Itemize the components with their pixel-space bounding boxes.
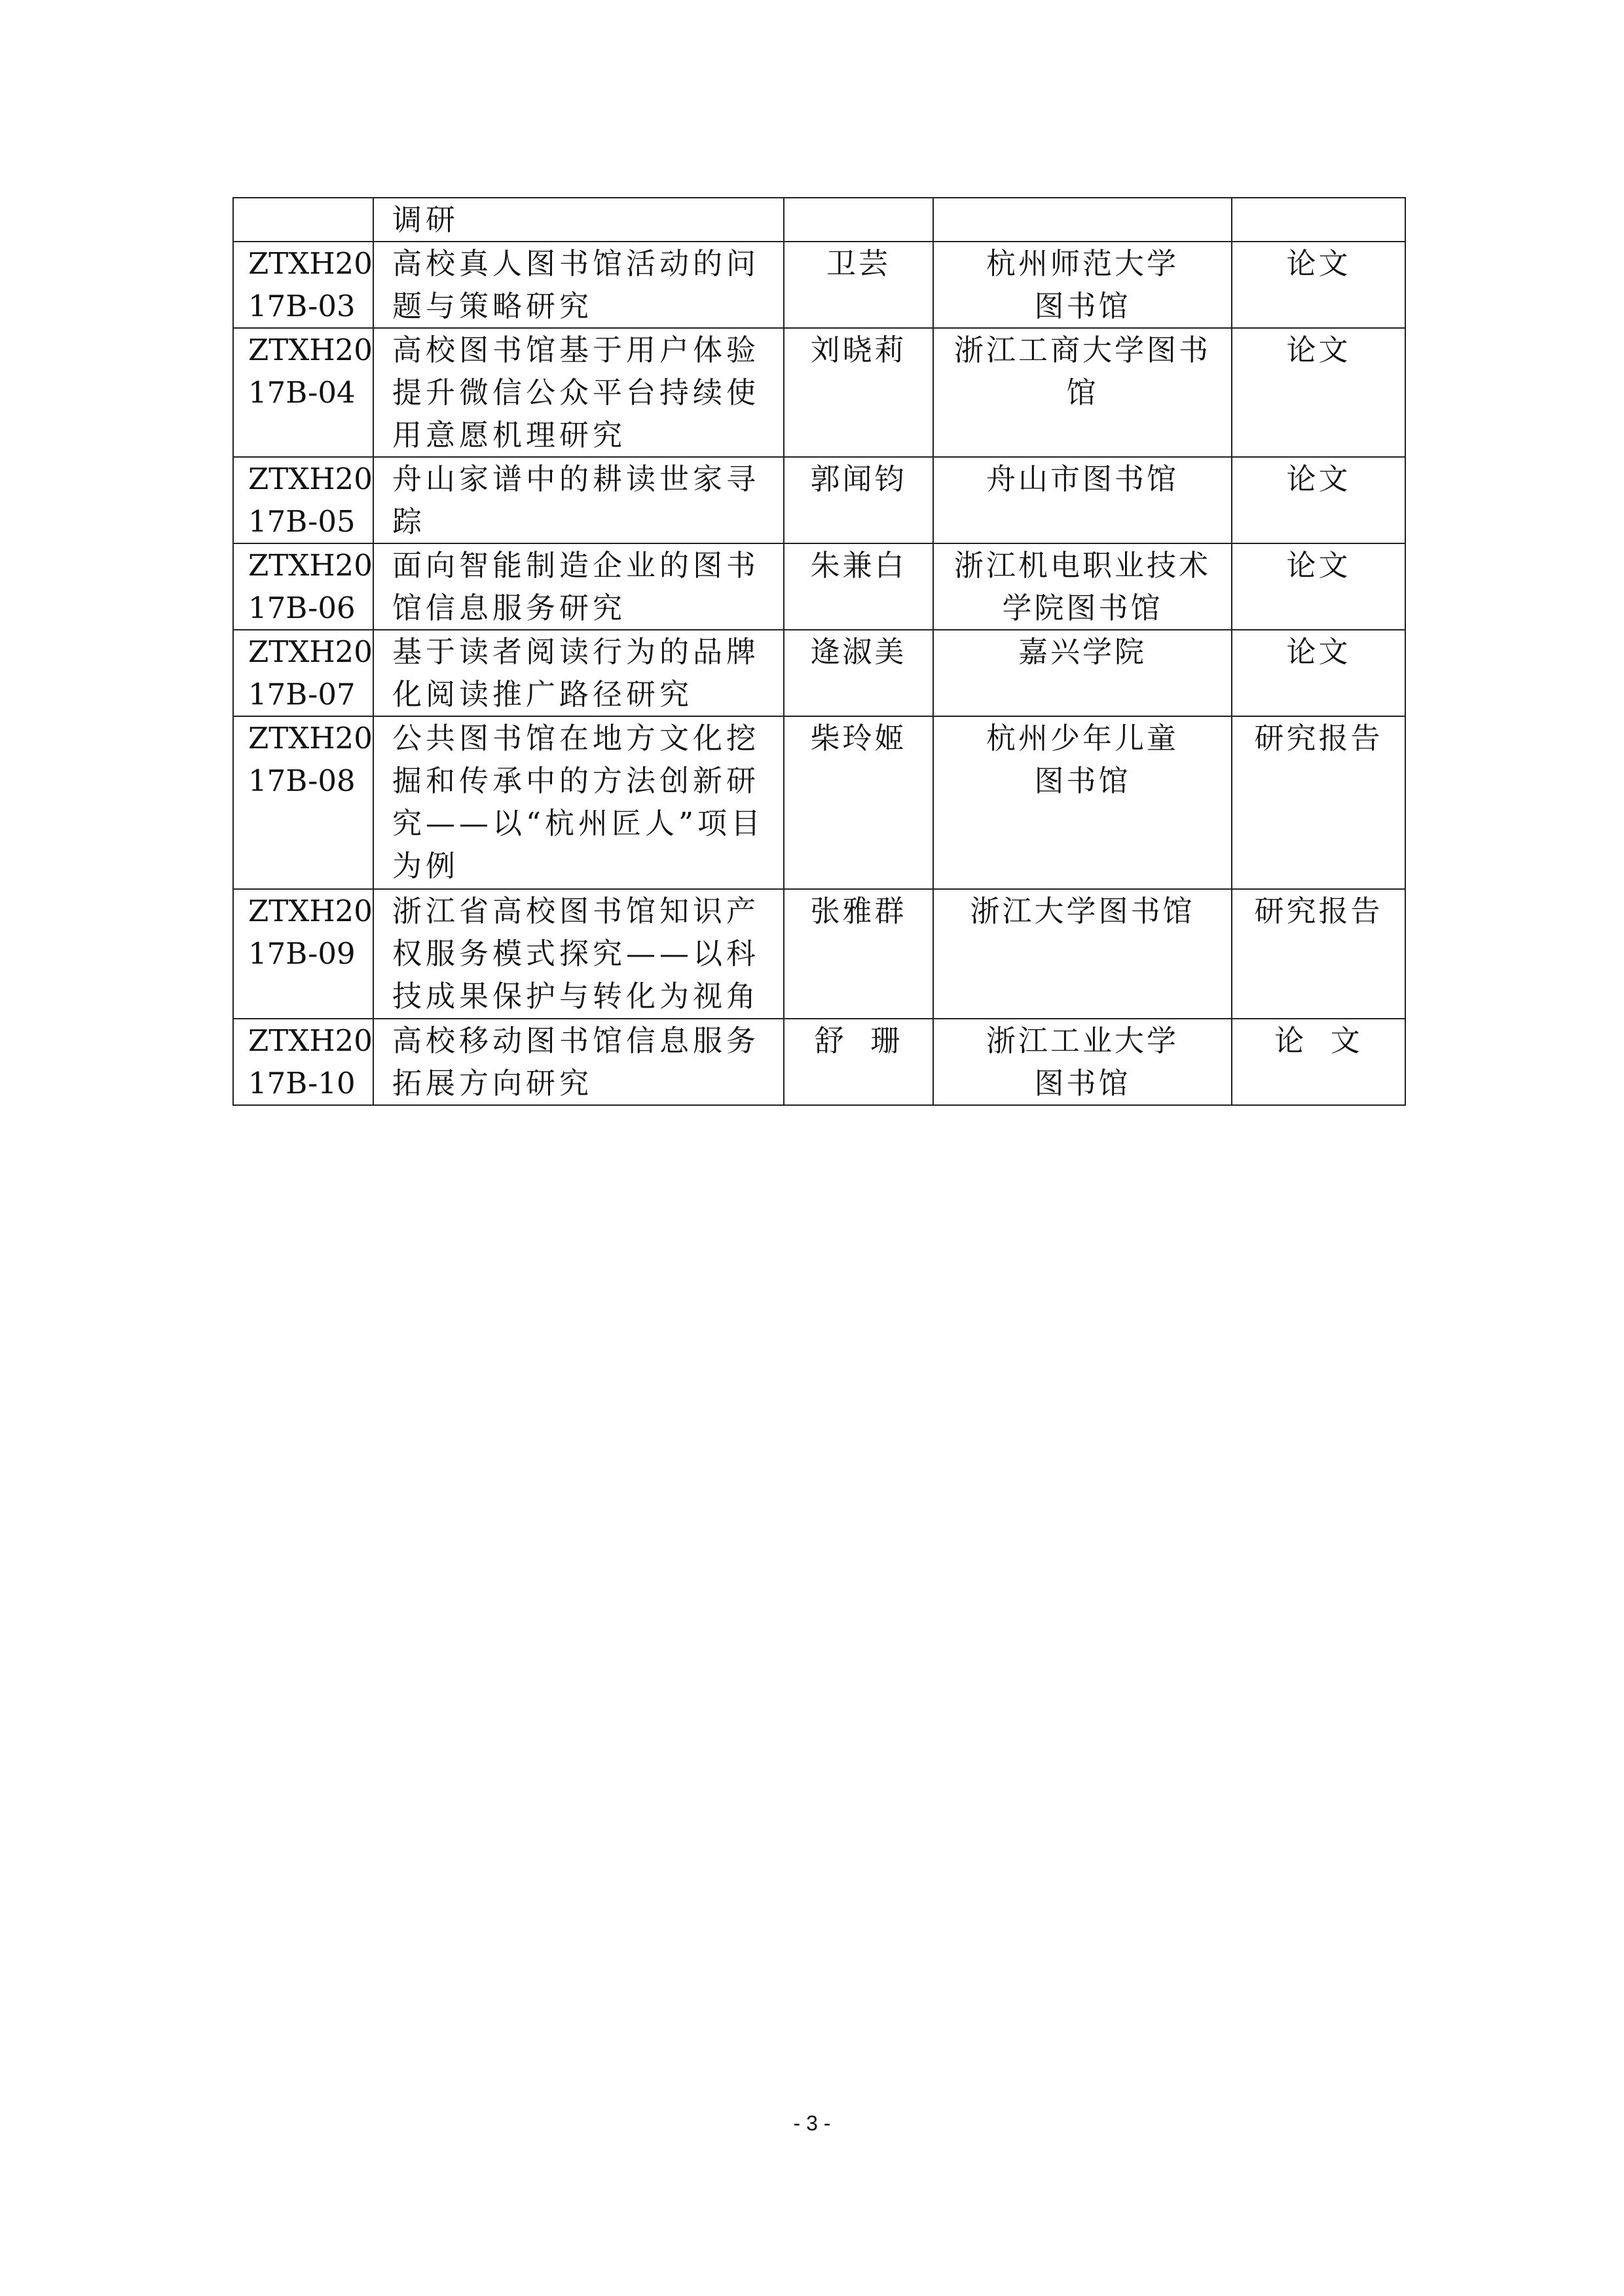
institution-cell [933,630,1232,716]
result-type-cell [1232,889,1405,1019]
result-type-cell [1232,543,1405,630]
institution-line: 浙江机电职业技术 [953,548,1211,583]
project-title-line: 公共图书馆在地方文化挖 [392,721,760,756]
table-row [233,543,1405,630]
project-title-cell [373,457,784,543]
project-title-line: 舟山家谱中的耕读世家寻 [392,462,760,496]
table-row [233,889,1405,1019]
author-name: 逄淑美 [810,634,907,669]
result-type: 研究报告 [1254,894,1383,928]
project-id-cell [233,716,373,889]
project-title-line: 面向智能制造企业的图书 [392,548,760,583]
project-title-line: 浙江省高校图书馆知识产 [392,894,760,928]
project-title-cell [373,630,784,716]
project-id-line: 17B-10 [248,1066,356,1101]
institution-cell [933,543,1232,630]
project-title-line: 掘和传承中的方法创新研 [392,763,760,798]
project-title-line: 高校移动图书馆信息服务 [392,1023,760,1058]
result-type: 论文 [1286,333,1351,367]
project-title-line: 为例 [392,848,460,883]
institution-cell [933,457,1232,543]
project-title-line: 踪 [392,504,426,539]
institution-cell [933,242,1232,328]
project-id-cell [233,198,373,242]
project-id-line: ZTXH20 [248,721,373,756]
project-title-line: 拓展方向研究 [392,1066,593,1101]
research-projects-table [232,197,1406,1106]
project-title-line: 提升微信公众平台持续使 [392,375,760,410]
institution-line: 舟山市图书馆 [986,462,1179,496]
author-name: 刘晓莉 [810,333,907,367]
institution-line: 图书馆 [1034,289,1131,323]
institution-line: 浙江工商大学图书 [953,333,1211,367]
project-id-line: 17B-04 [248,375,356,410]
table-body [233,198,1405,1105]
project-id-line: 17B-09 [248,936,356,971]
project-id-line: ZTXH20 [248,548,373,583]
institution-cell [933,328,1232,457]
project-title-cell [373,198,784,242]
project-id-line: ZTXH20 [248,333,373,367]
project-title-line: 题与策略研究 [392,289,593,323]
result-type: 论文 [1286,462,1351,496]
project-title-line: 调研 [392,202,460,237]
project-id-cell [233,242,373,328]
project-id-line: 17B-08 [248,763,356,798]
author-cell [784,457,933,543]
table-row [233,242,1405,328]
institution-line: 杭州师范大学 [986,246,1179,281]
result-type: 论文 [1286,548,1351,583]
project-title-cell [373,889,784,1019]
author-cell [784,242,933,328]
project-id-cell [233,889,373,1019]
author-cell [784,1019,933,1105]
project-title-cell [373,328,784,457]
project-id-line: 17B-06 [248,591,356,625]
author-name: 柴玲姬 [810,721,907,756]
result-type-cell [1232,630,1405,716]
author-name: 舒 珊 [814,1023,903,1058]
project-title-line: 高校真人图书馆活动的问 [392,246,760,281]
institution-line: 图书馆 [1034,763,1131,798]
project-title-line: 馆信息服务研究 [392,591,627,625]
result-type: 论文 [1286,246,1351,281]
institution-cell [933,889,1232,1019]
project-id-cell [233,1019,373,1105]
result-type: 论文 [1286,634,1351,669]
project-id-cell [233,543,373,630]
author-cell [784,328,933,457]
project-title-line: 化阅读推广路径研究 [392,677,693,712]
author-name: 张雅群 [810,894,907,928]
project-title-cell [373,716,784,889]
project-id-line: 17B-05 [248,504,356,539]
result-type: 研究报告 [1254,721,1383,756]
project-title-line: 权服务模式探究——以科 [392,936,760,971]
result-type-cell [1232,242,1405,328]
author-cell [784,716,933,889]
project-title-line: 技成果保护与转化为视角 [392,979,760,1013]
author-name: 朱兼白 [810,548,907,583]
project-id-line: ZTXH20 [248,634,373,669]
project-id-line: ZTXH20 [248,462,373,496]
project-id-line: ZTXH20 [248,894,373,928]
project-title-line: 究——以“杭州匠人”项目 [392,806,765,841]
author-name: 郭闻钧 [810,462,907,496]
result-type-cell [1232,457,1405,543]
author-cell [784,630,933,716]
page-number: - 3 - [793,2111,831,2135]
project-title-cell [373,242,784,328]
result-type-cell [1232,328,1405,457]
project-id-line: ZTXH20 [248,246,373,281]
institution-line: 嘉兴学院 [1018,634,1147,669]
table-row [233,630,1405,716]
author-cell [784,198,933,242]
institution-cell [933,198,1232,242]
institution-line: 图书馆 [1034,1066,1131,1101]
project-title-cell [373,1019,784,1105]
institution-line: 浙江工业大学 [986,1023,1179,1058]
institution-line: 学院图书馆 [1002,591,1163,625]
institution-line: 杭州少年儿童 [986,721,1179,756]
institution-line: 馆 [1066,375,1099,410]
project-title-line: 高校图书馆基于用户体验 [392,333,760,367]
project-id-cell [233,630,373,716]
institution-cell [933,716,1232,889]
project-id-cell [233,328,373,457]
project-id-cell [233,457,373,543]
project-id-line: 17B-07 [248,677,356,712]
project-title-line: 基于读者阅读行为的品牌 [392,634,760,669]
author-cell [784,543,933,630]
table-row [233,457,1405,543]
project-title-cell [373,543,784,630]
author-name: 卫芸 [826,246,891,281]
table-row [233,198,1405,242]
result-type-cell [1232,1019,1405,1105]
table-row [233,716,1405,889]
table-row [233,1019,1405,1105]
project-id-line: ZTXH20 [248,1023,373,1058]
project-id-line: 17B-03 [248,289,356,323]
table-row [233,328,1405,457]
result-type: 论 文 [1274,1023,1363,1058]
institution-line: 浙江大学图书馆 [970,894,1195,928]
project-title-line: 用意愿机理研究 [392,418,627,452]
result-type-cell [1232,716,1405,889]
institution-cell [933,1019,1232,1105]
result-type-cell [1232,198,1405,242]
author-cell [784,889,933,1019]
